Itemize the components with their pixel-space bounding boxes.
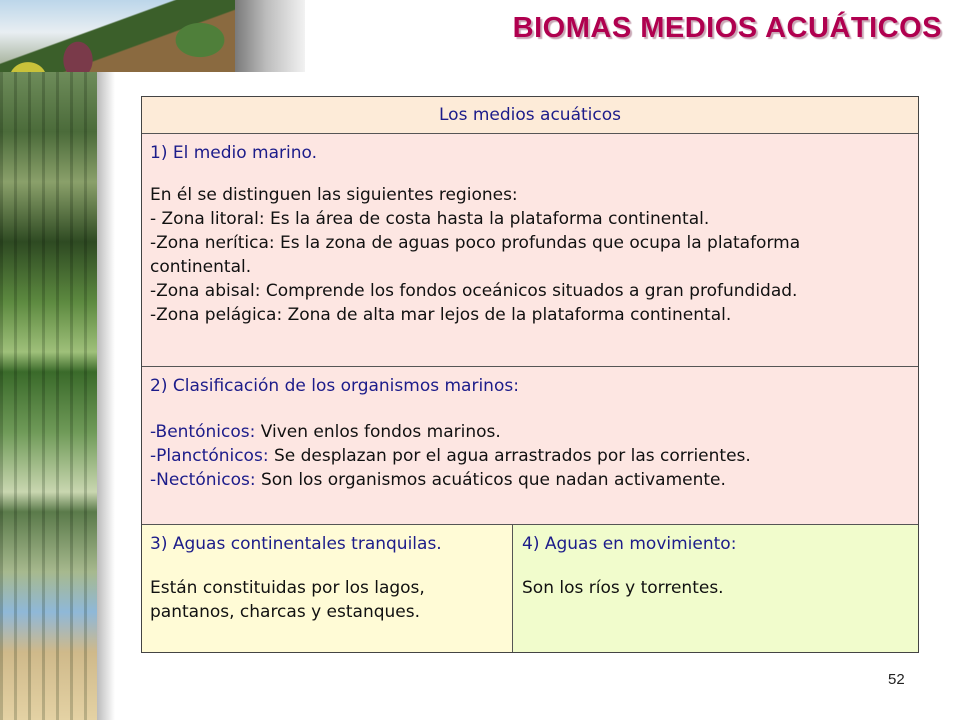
zone-line-neritica: -Zona nerítica: Es la zona de aguas poco profundas que ocupa la plataforma bbox=[150, 233, 801, 253]
organisms-heading: 2) Clasificación de los organismos marinos: bbox=[150, 376, 519, 396]
zone-line-neritica-cont: continental. bbox=[150, 257, 252, 277]
organism-line-nectonicos: -Nectónicos: Son los organismos acuáticos que nadan activamente. bbox=[150, 470, 726, 490]
aquatic-media-table bbox=[141, 96, 919, 653]
still-waters-heading: 3) Aguas continentales tranquilas. bbox=[150, 534, 442, 554]
still-waters-cell bbox=[142, 525, 513, 652]
landscape-banner-image bbox=[0, 0, 235, 72]
marine-medium-cell bbox=[142, 134, 918, 367]
organism-line-bentonicos: -Bentónicos: Viven enlos fondos marinos. bbox=[150, 422, 501, 442]
zone-line-abisal: -Zona abisal: Comprende los fondos oceánicos situados a gran profundidad. bbox=[150, 281, 798, 301]
moving-waters-cell bbox=[513, 525, 918, 652]
continental-waters-row bbox=[142, 525, 918, 652]
table-header: Los medios acuáticos bbox=[142, 97, 918, 134]
photo-strip-fade bbox=[97, 72, 115, 720]
marine-intro: En él se distinguen las siguientes regiones: bbox=[150, 185, 518, 205]
still-waters-line2: pantanos, charcas y estanques. bbox=[150, 602, 421, 622]
marine-heading: 1) El medio marino. bbox=[150, 143, 318, 163]
moving-waters-heading: 4) Aguas en movimiento: bbox=[522, 534, 737, 554]
biome-photo-strip bbox=[0, 72, 97, 720]
still-waters-line1: Están constituidas por los lagos, bbox=[150, 578, 425, 598]
zone-line-litoral: - Zona litoral: Es la área de costa hasta la plataforma continental. bbox=[150, 209, 710, 229]
organism-line-planctonicos: -Planctónicos: Se desplazan por el agua arrastrados por las corrientes. bbox=[150, 446, 751, 466]
moving-waters-line1: Son los ríos y torrentes. bbox=[522, 578, 724, 598]
banner-fade-decoration bbox=[235, 0, 305, 72]
slide-title: BIOMAS MEDIOS ACUÁTICOS bbox=[512, 12, 942, 44]
zone-line-pelagica: -Zona pelágica: Zona de alta mar lejos de la plataforma continental. bbox=[150, 305, 732, 325]
page-number: 52 bbox=[888, 671, 905, 688]
organisms-classification-cell bbox=[142, 367, 918, 525]
